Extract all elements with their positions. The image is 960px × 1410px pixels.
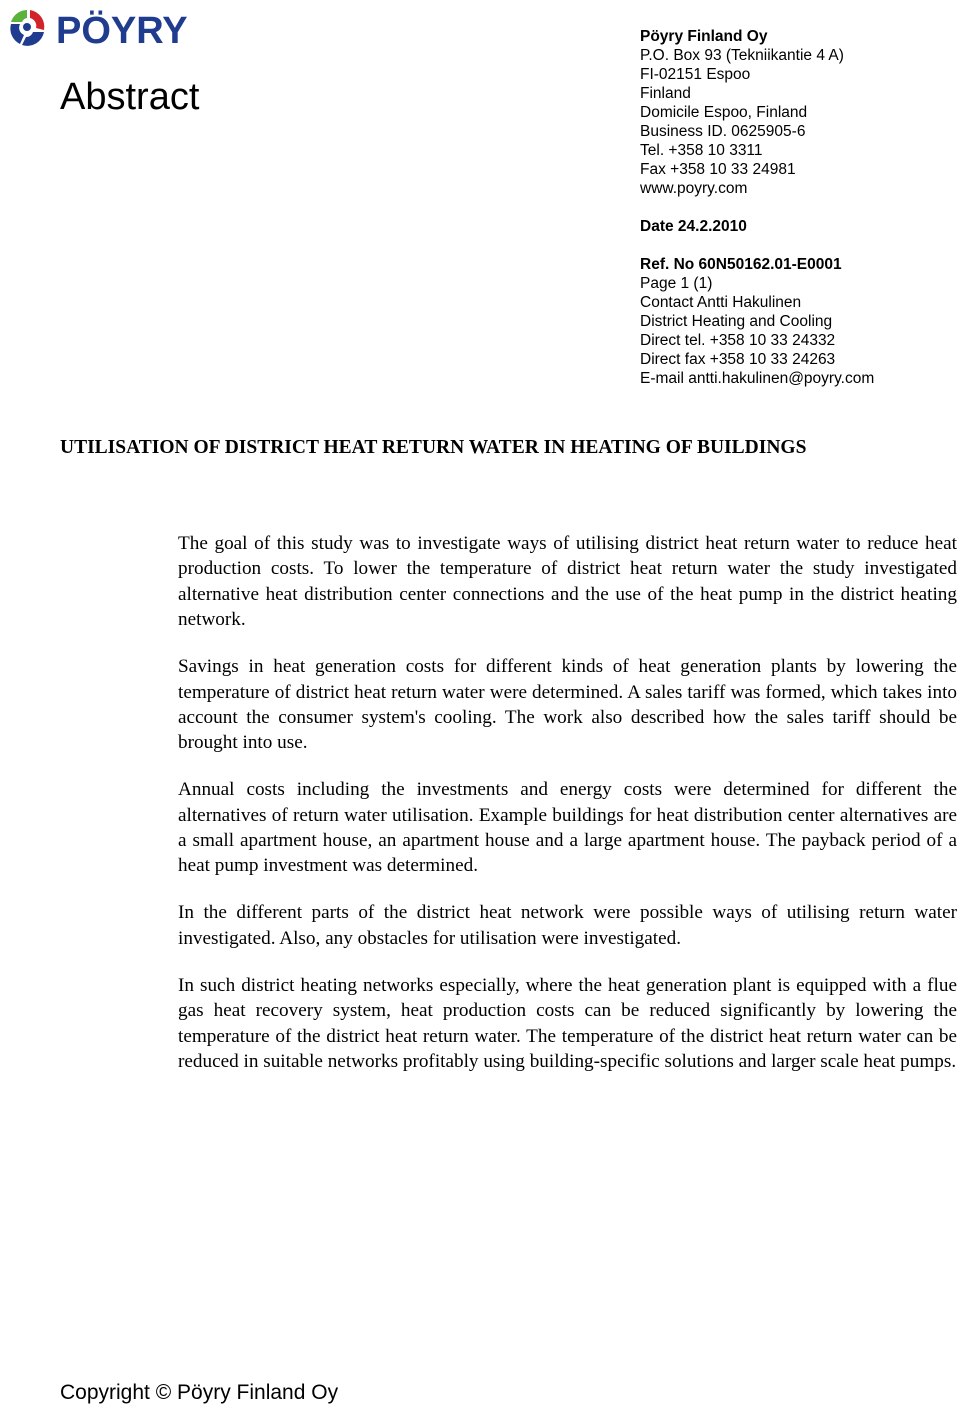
address-line: Business ID. 0625905-6 [640, 123, 806, 140]
detail-line: District Heating and Cooling [640, 313, 833, 330]
detail-line: Direct fax +358 10 33 24263 [640, 351, 836, 368]
document-title: UTILISATION OF DISTRICT HEAT RETURN WATER IN HEATING OF BUILDINGS [60, 437, 807, 458]
contact-block [640, 27, 874, 388]
paragraph: Savings in heat generation costs for different kinds of heat generation plants by lowering the temperature of district heat return water were determined. A sales tariff was formed, which takes into account the consumer system's cooling. The work also described how the sales tariff should be brought into use. [178, 656, 957, 754]
address-line: Finland [640, 85, 691, 102]
document-type-heading: Abstract [60, 76, 200, 118]
paragraph: The goal of this study was to investigate ways of utilising district heat return water to reduce heat production costs. To lower the temperature of district heat return water the study investigated alternative heat distribution center connections and the use of the heat pump in the district heating network. [178, 533, 957, 631]
website-link: www.poyry.com [640, 180, 748, 197]
address-line: P.O. Box 93 (Tekniikantie 4 A) [640, 47, 844, 64]
address-line: Fax +358 10 33 24981 [640, 161, 796, 178]
logo-wordmark: PÖYRY [56, 10, 188, 52]
detail-line: Contact Antti Hakulinen [640, 294, 802, 311]
abstract-body [178, 531, 957, 1096]
reference-number: Ref. No 60N50162.01-E0001 [640, 256, 842, 273]
poyry-logo-graphic [6, 6, 246, 52]
detail-line: Page 1 (1) [640, 275, 713, 292]
detail-line: Direct tel. +358 10 33 24332 [640, 332, 836, 349]
address-line: FI-02151 Espoo [640, 66, 751, 83]
document-date: Date 24.2.2010 [640, 218, 747, 235]
company-name: Pöyry Finland Oy [640, 28, 768, 45]
poyry-logo [6, 6, 246, 52]
email-line: E-mail antti.hakulinen@poyry.com [640, 370, 875, 387]
paragraph: In such district heating networks especially, where the heat generation plant is equipped with a flue gas heat recovery system, heat production costs can be reduced significantly by lowering the temperature of the district heat return water. The temperature of the district heat return water can be reduced in suitable networks profitably using building-specific solutions and larger scale heat pumps. [178, 974, 957, 1072]
paragraph: Annual costs including the investments and energy costs were determined for different the alternatives of return water utilisation. Example buildings for heat distribution center alternatives are a small apartment house, an apartment house and a large apartment house. The payback period of a heat pump investment was determined. [178, 779, 957, 877]
address-line: Domicile Espoo, Finland [640, 104, 808, 121]
paragraph: In the different parts of the district heat network were possible ways of utilising return water investigated. Also, any obstacles for utilisation were investigated. [178, 902, 957, 949]
address-line: Tel. +358 10 3311 [640, 142, 763, 159]
copyright-footer: Copyright © Pöyry Finland Oy [60, 1381, 339, 1404]
